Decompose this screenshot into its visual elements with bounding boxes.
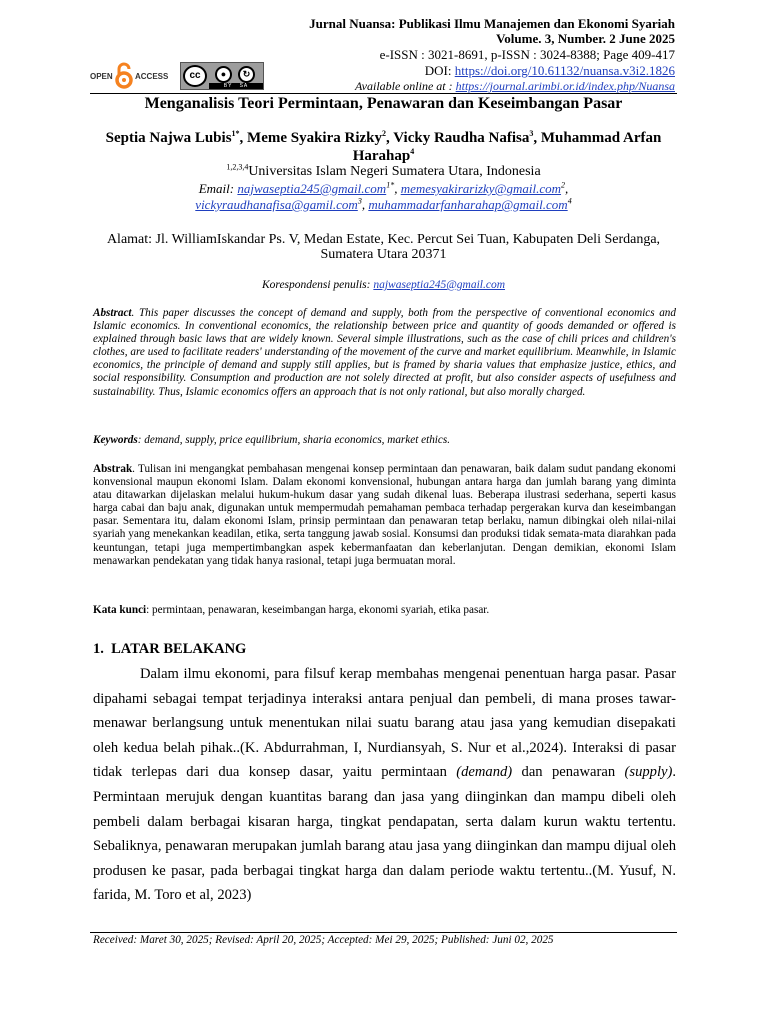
paper-title: Menganalisis Teori Permintaan, Penawaran dan Keseimbangan Pasar bbox=[144, 95, 623, 112]
abstract-indonesian bbox=[93, 463, 676, 568]
email-link-1[interactable]: najwaseptia245@gmail.com bbox=[237, 181, 387, 196]
body-paragraph: Dalam ilmu ekonomi, para filsuf kerap membahas mengenai penentuan harga pasar. Pasar dipahami sebagai tempat terjadinya interaksi antara penjual dan pembeli, di mana proses tawar-menawar berlangsung untuk menentukan nilai suatu barang atau jasa yang kemudian disepakati oleh kedua belah pihak..(K. Abdurrahman, I, Nurdiansyah, S. Nur et al.,2024). Interaksi di pasar tidak terlepas dari dua konsep dasar, yaitu permintaan (demand) dan penawaran (supply). Permintaan merujuk dengan kuantitas barang dan jasa yang diinginkan dan mampu dibeli oleh pembeli dalam berbagai kisaran harga, tingkat pendapatan, serta dalam kurun waktu tertentu. Sebaliknya, penawaran merupakan jumlah barang atau jasa yang diinginkan dan mampu dijual oleh produsen ke pasar, pada berbagai tingkat harga dan dalam periode waktu tertentu..(M. Yusuf, N. farida, M. Toro et al, 2023) bbox=[93, 666, 677, 904]
abstract-english bbox=[93, 307, 676, 399]
keywords-english: Keywords: demand, supply, price equilibrium, sharia economics, market ethics. bbox=[93, 434, 451, 446]
cc-license-label: BY SA bbox=[209, 83, 263, 89]
email-link-4[interactable]: muhammadarfanharahap@gmail.com bbox=[368, 197, 568, 212]
email-link-3[interactable]: vickyraudhanafisa@gamil.com bbox=[195, 197, 358, 212]
doi-label: DOI: bbox=[424, 63, 455, 78]
author-2: Meme Syakira Rizky bbox=[247, 130, 383, 146]
journal-volume: Volume. 3, Number. 2 June 2025 bbox=[496, 31, 675, 46]
journal-issn: e-ISSN : 3021-8691, p-ISSN : 3024-8388; Page 409-417 bbox=[379, 47, 675, 62]
available-label: Available online at : bbox=[354, 79, 456, 93]
publication-dates: Received: Maret 30, 2025; Revised: April 20, 2025; Accepted: Mei 29, 2025; Published: Juni 02, 2025 bbox=[93, 934, 554, 946]
address-line-1: Alamat: Jl. WilliamIskandar Ps. V, Medan Estate, Kec. Percut Sei Tuan, Kabupaten Deli Serdanga, bbox=[106, 232, 661, 247]
author-list: Septia Najwa Lubis$^{1*}$, Meme Syakira Rizky$^2$, Vicky Raudha Nafisa$^3$, Muhammad Arfan Harahap$^4$ bbox=[105, 129, 662, 164]
share-alike-icon: ↻ bbox=[238, 66, 255, 83]
keywords-indonesian: Kata kunci: permintaan, penawaran, keseimbangan harga, ekonomi syariah, etika pasar. bbox=[93, 604, 490, 616]
open-access-logo bbox=[90, 62, 180, 90]
available-line bbox=[355, 79, 675, 94]
correspondence-email-link[interactable]: najwaseptia245@gmail.com bbox=[373, 279, 506, 291]
abstract-en-label: Abstract bbox=[93, 307, 132, 319]
affiliation: $^{1,2,3,4}$Universitas Islam Negeri Sumatera Utara, Indonesia bbox=[226, 162, 541, 179]
cc-by-sa-badge bbox=[180, 62, 264, 90]
header-rule bbox=[90, 93, 677, 94]
email-label: Email: bbox=[198, 181, 238, 196]
open-access-left-text: OPEN bbox=[90, 72, 113, 81]
doi-link[interactable]: https://doi.org/10.61132/nuansa.v3i2.1826 bbox=[454, 63, 675, 78]
attribution-icon: ● bbox=[215, 66, 232, 83]
footer-rule bbox=[90, 932, 677, 933]
cc-icon: cc bbox=[183, 65, 207, 87]
journal-url-link[interactable]: https://journal.arimbi.or.id/index.php/Nuansa bbox=[455, 79, 675, 93]
abstract-en-text: . This paper discusses the concept of demand and supply, both from the perspective of conventional economics and Islamic economics. In conventional economics, the relationship between price and quantity of goods demanded or offered is explained through basic laws that are widely known. Several simple illustrations, such as the case of chili prices and children's clothes, are used to facilitate readers' understanding of the movement of the curve and market equilibrium. Meanwhile, in Islamic economics, the principle of demand and supply still applies, but is framed by sharia values that emphasize justice, ethics, and social responsibility. Consumption and production are not solely directed at profit, but also consider aspects of usefulness and sustainability. Thus, Islamic economics offers an approach that is not only rational, but also morally charged. bbox=[93, 307, 676, 398]
doi-line bbox=[425, 63, 675, 78]
section-heading: 1. LATAR BELAKANG bbox=[93, 641, 247, 657]
author-4: Muhammad Arfan Harahap bbox=[352, 130, 662, 164]
abstract-id-text: . Tulisan ini mengangkat pembahasan mengenai konsep permintaan dan penawaran, baik dalam sudut pandang ekonomi konvensional maupun ekonomi Islam. Dalam ekonomi konvensional, hubungan antara harga dan jumlah barang yang diminta atau ditawarkan dijelaskan melalui hukum-hukum dasar yang sudah dikenal luas. Beberapa ilustrasi sederhana, seperti kasus harga cabai dan baju anak, digunakan untuk mempermudah pemahaman pembaca terhadap pergerakan kurva dan keseimbangan pasar. Sementara itu, dalam ekonomi Islam, prinsip permintaan dan penawaran tetap berlaku, namun dibingkai oleh nilai-nilai syariah yang menekankan keadilan, etika, serta tanggung jawab sosial. Konsumsi dan produksi tidak semata-mata diarahkan pada keuntungan, tetapi juga mempertimbangkan aspek kebermanfaatan dan keberlanjutan. Dengan demikian, ekonomi Islam menawarkan pendekatan yang tidak hanya rasional, tetapi juga bermuatan moral. bbox=[93, 463, 676, 567]
abstract-id-label: Abstrak bbox=[93, 463, 133, 475]
correspondence: Korespondensi penulis: najwaseptia245@gmail.com bbox=[261, 279, 506, 291]
email-line-1: Email: najwaseptia245@gmail.com$^{1*}$, memesyakirarizky@gmail.com$^2$, bbox=[198, 180, 569, 196]
author-1: Septia Najwa Lubis bbox=[105, 130, 232, 146]
open-access-right-text: ACCESS bbox=[135, 72, 169, 81]
open-lock-icon bbox=[114, 62, 134, 90]
email-line-2: vickyraudhanafisa@gamil.com$^3$, muhammadarfanharahap@gmail.com$^4$ bbox=[195, 196, 572, 212]
email-link-2[interactable]: memesyakirarizky@gmail.com bbox=[400, 181, 562, 196]
journal-name: Jurnal Nuansa: Publikasi Ilmu Manajemen dan Ekonomi Syariah bbox=[309, 16, 675, 31]
address-line-2: Sumatera Utara 20371 bbox=[320, 247, 447, 262]
author-3: Vicky Raudha Nafisa bbox=[393, 130, 530, 146]
